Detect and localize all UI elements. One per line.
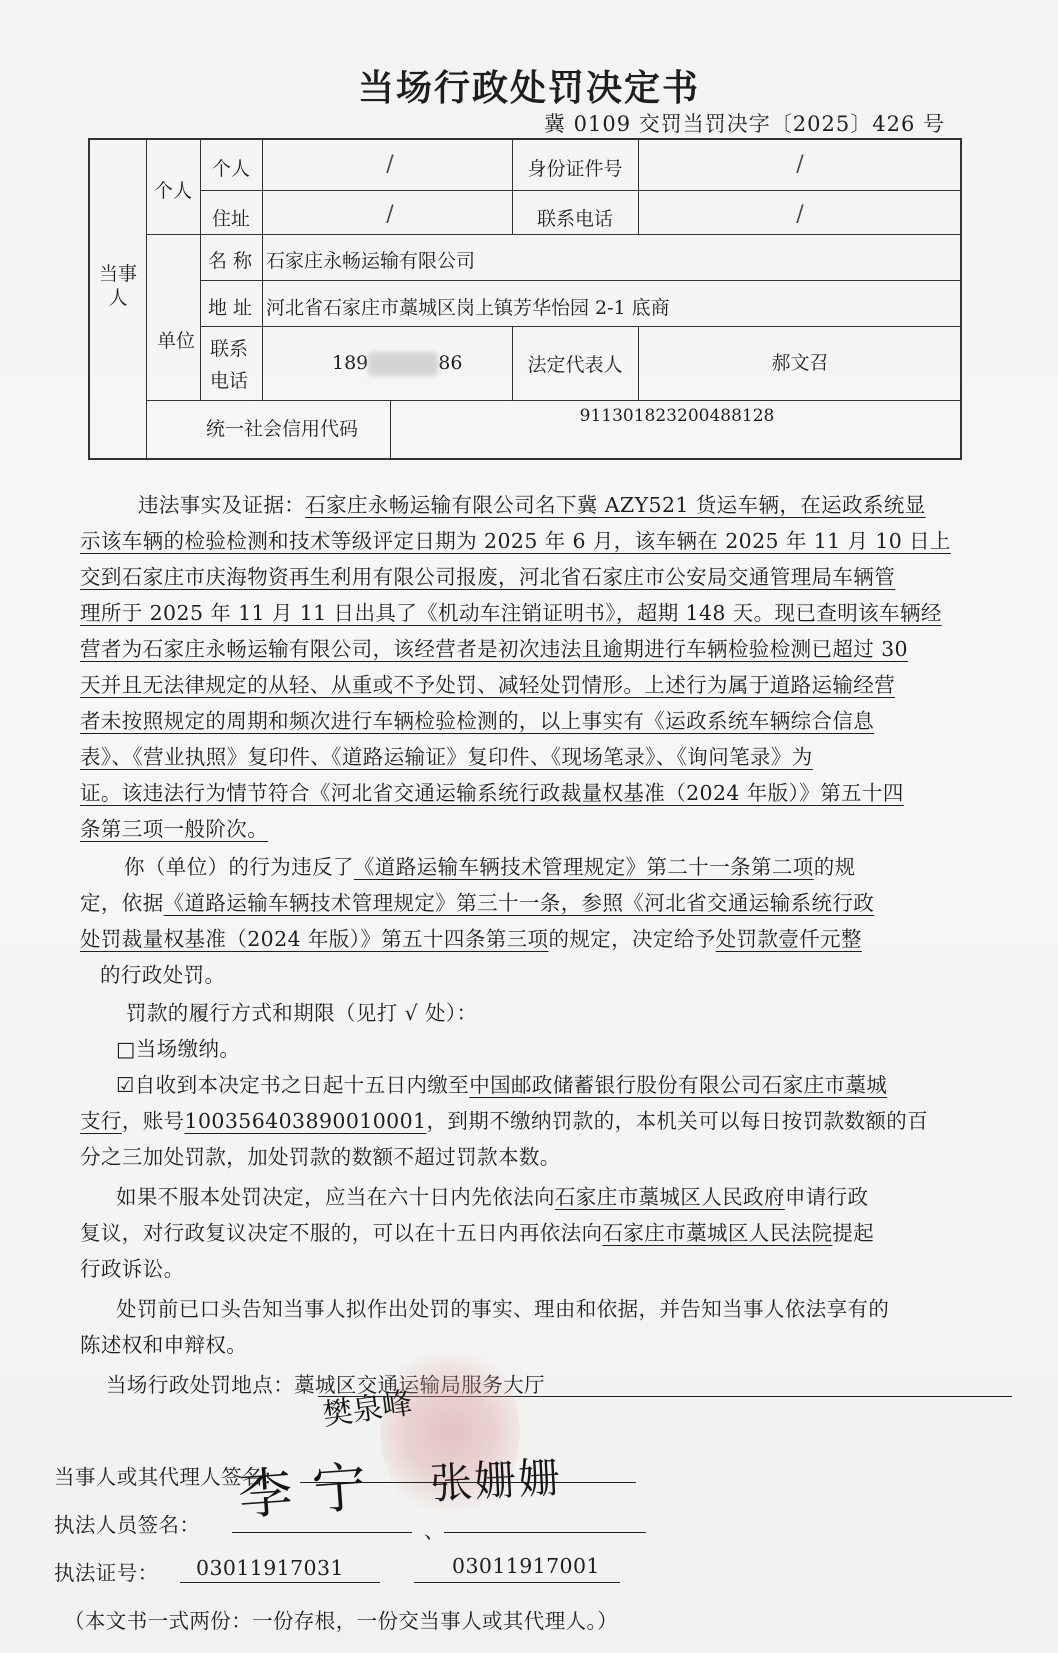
redacted-blur	[368, 352, 438, 376]
court-name: 石家庄市藁城区人民法院	[602, 1221, 833, 1245]
appeal-line-2	[80, 1216, 874, 1246]
credit-code-label: 统一社会信用代码	[206, 418, 359, 440]
unit-phone-prefix: 189	[332, 352, 369, 374]
cert-number-2: 03011917001	[452, 1554, 600, 1578]
account-number: 100356403890010001	[184, 1109, 427, 1133]
unit-phone-suffix: 86	[438, 352, 463, 374]
officer-signature-2: 张姗姗	[428, 1452, 564, 1509]
facts-label: 违法事实及证据：	[138, 493, 306, 517]
officer-sign-line-1	[232, 1532, 412, 1533]
facts-line-2: 示该车辆的检验检测和技术等级评定日期为 2025 年 6 月，该车辆在 2025 年 11 月 10 日上	[80, 529, 951, 553]
party-sign-label: 当事人或其代理人签名：	[54, 1465, 284, 1489]
cert-number-1: 03011917031	[196, 1556, 344, 1580]
notice-line-2: 陈述权和申辩权。	[80, 1333, 248, 1357]
text: 的规	[813, 855, 856, 879]
address-value: /	[386, 202, 394, 227]
unit-phone-label-1: 联系	[210, 338, 249, 360]
individual-label: 个人	[154, 180, 193, 202]
text: 提起	[832, 1221, 875, 1245]
payment-method-heading: 罚款的履行方式和期限（见打 √ 处）：	[126, 1001, 478, 1025]
cert-line-2	[414, 1582, 620, 1583]
payment-option-onsite: □当场缴纳。	[116, 1037, 241, 1061]
text: ，账号	[121, 1109, 185, 1133]
facts-line-10: 条第三项一般阶次。	[80, 817, 269, 841]
account-line	[80, 1104, 928, 1134]
decision-line	[80, 922, 862, 952]
basis-line	[80, 886, 874, 916]
text: ☑自收到本决定书之日起十五日内缴至	[116, 1073, 470, 1097]
notice-line-1: 处罚前已口头告知当事人拟作出处罚的事实、理由和依据，并告知当事人依法享有的	[116, 1297, 890, 1321]
location-label: 当场行政处罚地点：	[106, 1373, 295, 1397]
address-label: 住址	[212, 208, 251, 230]
penalty-amount: 处罚款壹仟元整	[715, 927, 862, 951]
copies-note: （本文书一式两份：一份存根，一份交当事人或其代理人。）	[64, 1609, 619, 1633]
facts-line-1: 石家庄永畅运输有限公司名下冀 AZY521 货运车辆，在运政系统显	[305, 493, 926, 517]
review-authority: 石家庄市藁城区人民政府	[554, 1185, 785, 1209]
party-info-table	[88, 138, 962, 460]
sign-separator: 、	[424, 1519, 445, 1543]
text: ，到期不缴纳罚款的，本机关可以每日按罚款数额的百	[426, 1109, 929, 1133]
facts-line-5: 营者为石家庄永畅运输有限公司，该经营者是初次违法且逾期进行车辆检验检测已超过 30	[80, 637, 908, 661]
text: 如果不服本处罚决定，应当在六十日内先依法向	[116, 1185, 555, 1209]
violation-facts	[138, 488, 926, 518]
legal-basis: 《道路运输车辆技术管理规定》第三十一条，参照《河北省交通运输系统行政	[163, 891, 875, 915]
party-signature: 樊泉峰	[320, 1385, 415, 1434]
location-value: 藁城区交通运输局服务大厅	[294, 1373, 545, 1397]
unit-phone-value	[332, 352, 462, 376]
document-number: 冀 0109 交罚当罚决字〔2025〕426 号	[544, 112, 945, 136]
text: 的规定，决定给予	[548, 927, 716, 951]
facts-line-3: 交到石家庄市庆海物资再生利用有限公司报废，河北省石家庄市公安局交通管理局车辆管	[80, 565, 896, 589]
text: 你（单位）的行为违反了	[124, 855, 354, 879]
unit-phone-label-2: 电话	[210, 370, 249, 392]
id-number-value: /	[796, 152, 804, 177]
unit-address-label: 地 址	[208, 297, 253, 319]
text: 申请行政	[784, 1185, 869, 1209]
appeal-line-3: 行政诉讼。	[80, 1257, 185, 1281]
facts-line-7: 者未按照规定的周期和频次进行车辆检验检测的，以上事实有《运政系统车辆综合信息	[80, 709, 875, 733]
officer-sign-line-2	[444, 1532, 646, 1533]
individual-name-value: /	[386, 152, 394, 177]
party-label: 当事人	[98, 263, 137, 309]
violation-statement	[124, 850, 856, 880]
text: 定，依据	[80, 891, 164, 915]
phone-label-individual: 联系电话	[536, 208, 613, 230]
officer-signature-1: 李宁	[236, 1453, 389, 1528]
facts-line-6: 天并且无法律规定的从轻、从重或不予处罚、减轻处罚情形。上述行为属于道路运输经营	[80, 673, 896, 697]
officer-sign-label: 执法人员签名：	[54, 1513, 201, 1537]
violated-rule: 《道路运输车辆技术管理规定》第二十一条第二项	[353, 855, 814, 879]
unit-name-value: 石家庄永畅运输有限公司	[266, 250, 476, 272]
unit-label: 单位	[156, 330, 195, 352]
facts-line-8: 表》、《营业执照》复印件、《道路运输证》复印件、《现场笔录》、《询问笔录》为	[80, 745, 813, 769]
individual-name-label: 个人	[212, 158, 251, 180]
facts-line-9: 证。该违法行为情节符合《河北省交通运输系统行政裁量权基准（2024 年版）》第五十四	[80, 781, 904, 805]
facts-line-4: 理所于 2025 年 11 月 11 日出具了《机动车注销证明书》，超期 148 天。现已查明该车辆经	[80, 601, 942, 625]
cert-line-1	[180, 1582, 380, 1583]
appeal-line-1	[116, 1180, 868, 1210]
unit-address-value: 河北省石家庄市藁城区岗上镇芳华怡园 2-1 底商	[266, 297, 670, 319]
payment-option-bank	[116, 1068, 887, 1098]
legal-rep-value: 郝文召	[771, 352, 829, 374]
credit-code-value: 911301823200488128	[579, 406, 775, 426]
cert-label: 执法证号：	[54, 1561, 159, 1585]
document-title: 当场行政处罚决定书	[357, 68, 700, 109]
text: 复议，对行政复议决定不服的，可以在十五日内再依法向	[80, 1221, 603, 1245]
late-fee-line: 分之三加处罚款，加处罚款的数额不超过罚款本数。	[80, 1145, 561, 1169]
legal-rep-label: 法定代表人	[527, 354, 623, 376]
bank-name: 中国邮政储蓄银行股份有限公司石家庄市藁城	[469, 1073, 888, 1097]
penalty-type: 的行政处罚。	[100, 963, 226, 987]
phone-value-individual: /	[796, 202, 804, 227]
bank-branch: 支行	[80, 1109, 122, 1133]
unit-name-label: 名 称	[208, 250, 253, 272]
legal-basis-cont: 处罚裁量权基准（2024 年版）》第五十四条第三项	[80, 927, 549, 951]
id-number-label: 身份证件号	[527, 158, 623, 180]
